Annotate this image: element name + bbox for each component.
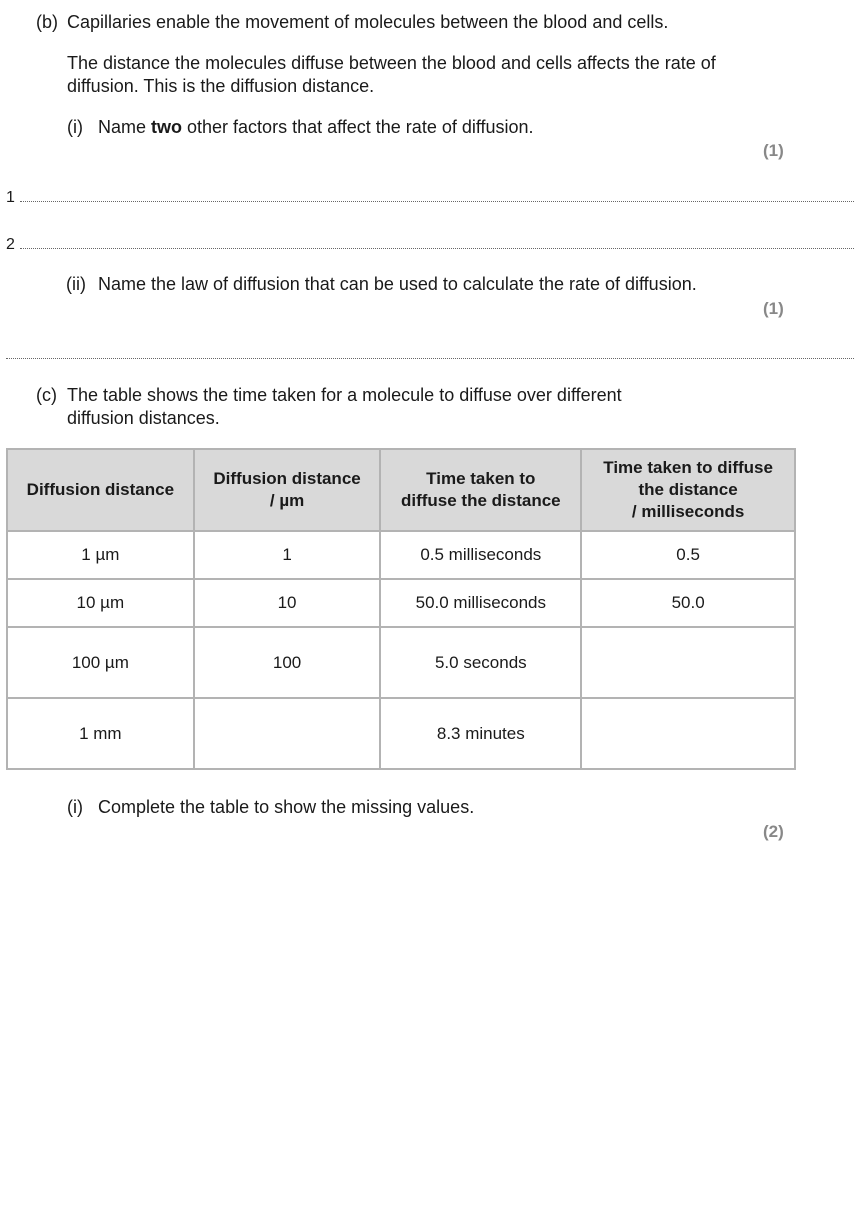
diffusion-table bbox=[6, 448, 796, 770]
header-time-taken-ms bbox=[581, 449, 795, 531]
question-b-i-text-bold: two bbox=[151, 117, 183, 137]
table-row bbox=[7, 627, 795, 698]
header-2-line-1: Diffusion distance bbox=[213, 469, 361, 488]
marks-b-ii: (1) bbox=[763, 299, 784, 318]
part-b-paragraph-line1: The distance the molecules diffuse between the blood and cells affects the rate of bbox=[67, 53, 716, 73]
answer-line-b-ii[interactable] bbox=[6, 358, 854, 359]
header-4-line-1: Time taken to diffuse bbox=[603, 458, 773, 477]
question-b-i-text-before: Name bbox=[98, 117, 152, 137]
question-c-i-label: (i) bbox=[67, 797, 83, 817]
question-b-i-label: (i) bbox=[67, 117, 83, 137]
header-3-line-1: Time taken to bbox=[426, 469, 536, 488]
marks-b-i: (1) bbox=[763, 141, 784, 160]
part-b-label: (b) bbox=[36, 12, 58, 32]
table-row bbox=[7, 698, 795, 769]
table-header-row bbox=[7, 449, 795, 531]
table-cell: 0.5 milliseconds bbox=[380, 531, 581, 579]
table-cell: 50.0 milliseconds bbox=[380, 579, 581, 627]
header-time-taken bbox=[380, 449, 581, 531]
answer-line-1[interactable] bbox=[20, 201, 854, 202]
table-cell: 5.0 seconds bbox=[380, 627, 581, 698]
header-4-line-3: / milliseconds bbox=[631, 502, 745, 521]
part-b-paragraph-line2: diffusion. This is the diffusion distance. bbox=[67, 76, 375, 96]
header-diffusion-distance bbox=[7, 449, 194, 531]
question-b-ii-label: (ii) bbox=[66, 274, 86, 294]
header-4-line-2: the distance bbox=[638, 480, 738, 499]
table-row bbox=[7, 579, 795, 627]
table-cell: 10 bbox=[194, 579, 381, 627]
answer-number-1: 1 bbox=[6, 189, 15, 206]
answer-number-2: 2 bbox=[6, 236, 15, 253]
answer-line-2[interactable] bbox=[20, 248, 854, 249]
table-cell: 1 mm bbox=[7, 698, 194, 769]
header-1-line-1: Diffusion distance bbox=[26, 480, 175, 499]
question-c-i-text: Complete the table to show the missing values. bbox=[98, 797, 475, 817]
table-cell: 100 bbox=[194, 627, 381, 698]
header-2-line-2: / µm bbox=[269, 491, 305, 510]
question-b-i-text bbox=[98, 115, 534, 139]
answer-cell-1mm-ms[interactable] bbox=[581, 698, 795, 769]
table-cell: 10 µm bbox=[7, 579, 194, 627]
part-c-label: (c) bbox=[36, 385, 57, 405]
part-b-intro: Capillaries enable the movement of molecules between the blood and cells. bbox=[67, 12, 669, 32]
table-cell: 0.5 bbox=[581, 531, 795, 579]
answer-cell-1mm-um[interactable] bbox=[194, 698, 381, 769]
part-c-intro-line2: diffusion distances. bbox=[67, 408, 220, 428]
table-cell: 50.0 bbox=[581, 579, 795, 627]
marks-c-i: (2) bbox=[763, 822, 784, 841]
header-3-line-2: diffuse the distance bbox=[400, 491, 561, 510]
table-cell: 1 µm bbox=[7, 531, 194, 579]
question-b-ii-text: Name the law of diffusion that can be used to calculate the rate of diffusion. bbox=[98, 274, 697, 294]
header-diffusion-distance-um bbox=[194, 449, 381, 531]
table-cell: 8.3 minutes bbox=[380, 698, 581, 769]
table-row bbox=[7, 531, 795, 579]
question-b-i-text-after: other factors that affect the rate of diffusion. bbox=[182, 117, 534, 137]
answer-cell-100um-ms[interactable] bbox=[581, 627, 795, 698]
table-cell: 1 bbox=[194, 531, 381, 579]
part-c-intro-line1: The table shows the time taken for a molecule to diffuse over different bbox=[67, 385, 622, 405]
table-cell: 100 µm bbox=[7, 627, 194, 698]
